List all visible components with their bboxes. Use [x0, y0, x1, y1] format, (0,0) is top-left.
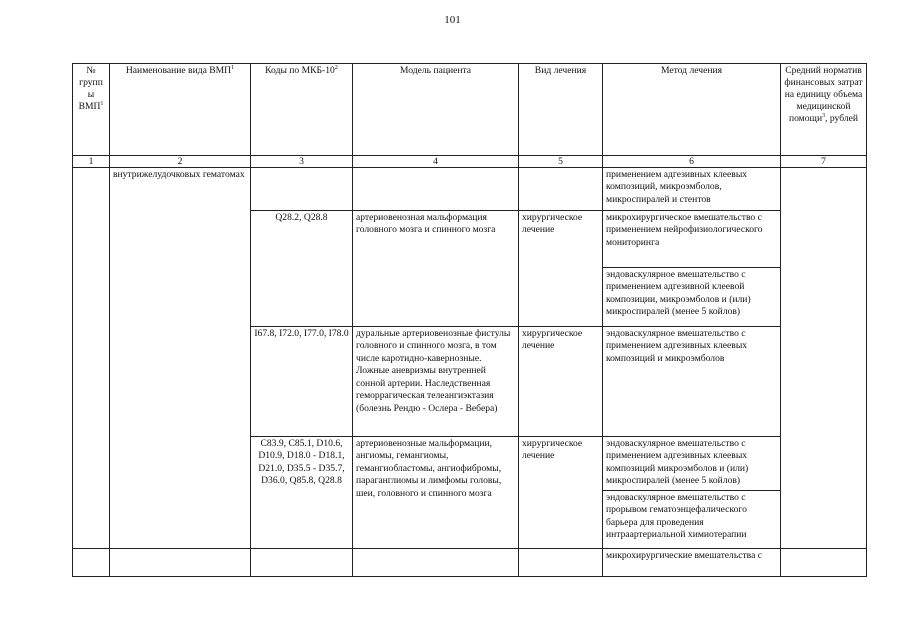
method-cell: эндоваскулярное вмешательство с применением адгезивных клеевых композиций микроэмболов и (или) микроспиралей (менее 5 койлов) — [603, 437, 781, 491]
type-cell-cont — [519, 549, 603, 577]
codes-cell-cont — [251, 549, 353, 577]
method-cell: эндоваскулярное вмешательство с прорывом гематоэнцефалического барьера для проведения интраартериальной химиотерапии — [603, 491, 781, 549]
header-group-no: № групп ы ВМП$^1$ — [73, 64, 110, 156]
column-numbers-row — [73, 156, 867, 168]
model-cell — [353, 168, 519, 211]
codes-cell — [251, 168, 353, 211]
type-cell: хирургическое лечение — [519, 437, 603, 549]
codes-cell: C83.9, C85.1, D10.6, D10.9, D18.0 - D18.1, D21.0, D35.5 - D35.7, D36.0, Q85.8, Q28.8 — [251, 437, 353, 549]
col-number: 5 — [519, 156, 603, 168]
header-treatment-method: Метод лечения — [603, 64, 781, 156]
header-patient-model: Модель пациента — [353, 64, 519, 156]
header-row — [73, 64, 867, 156]
table-row — [73, 168, 867, 211]
col-number: 3 — [251, 156, 353, 168]
avg-cost-cell-cont — [781, 549, 867, 577]
col-number: 7 — [781, 156, 867, 168]
group-no-cell — [73, 168, 110, 549]
table-row — [73, 549, 867, 577]
col-number: 4 — [353, 156, 519, 168]
method-cell: микрохирургическое вмешательство с применением нейрофизиологического мониторинга — [603, 211, 781, 268]
col-number: 1 — [73, 156, 110, 168]
type-cell: хирургическое лечение — [519, 327, 603, 437]
type-cell — [519, 168, 603, 211]
type-cell: хирургическое лечение — [519, 211, 603, 327]
codes-cell: Q28.2, Q28.8 — [251, 211, 353, 327]
col-number: 6 — [603, 156, 781, 168]
header-vmp-name: Наименование вида ВМП$^1$ — [110, 64, 251, 156]
method-cell: эндоваскулярное вмешательство с применением адгезивных клеевых композиций и микроэмболов — [603, 327, 781, 437]
header-avg-cost: Средний норматив финансовых затрат на единицу объема медицинской помощи$^3$, рублей — [781, 64, 867, 156]
codes-cell: I67.8, I72.0, I77.0, I78.0 — [251, 327, 353, 437]
model-cell: артериовенозная мальформация головного мозга и спинного мозга — [353, 211, 519, 327]
col-number: 2 — [110, 156, 251, 168]
model-cell: дуральные артериовенозные фистулы головного и спинного мозга, в том числе каротидно-кавернозные. Ложные аневризмы внутренней сонной артерии. Наследственная геморрагическая телеангиэктазия (болезнь Рендю - Ослера - Вебера) — [353, 327, 519, 437]
avg-cost-cell — [781, 168, 867, 549]
model-cell: артериовенозные мальформации, ангиомы, гемангиомы, гемангиобластомы, ангиофибромы, параганглиомы и лимфомы головы, шеи, головного и спинного мозга — [353, 437, 519, 549]
vmp-name-cell-cont — [110, 549, 251, 577]
method-cell: применением адгезивных клеевых композиций, микроэмболов, микроспиралей и стентов — [603, 168, 781, 211]
header-treatment-type: Вид лечения — [519, 64, 603, 156]
model-cell-cont — [353, 549, 519, 577]
header-icd-codes: Коды по МКБ-$10^2$ — [251, 64, 353, 156]
method-cell: микрохирургические вмешательства с — [603, 549, 781, 577]
vmp-name-cell: внутрижелудочковых гематомах — [110, 168, 251, 549]
method-cell: эндоваскулярное вмешательство с применением адгезивной клеевой композиции, микроэмболов и (или) микроспиралей (менее 5 койлов) — [603, 268, 781, 327]
vmp-table — [72, 63, 867, 577]
group-no-cell-cont — [73, 549, 110, 577]
page-number: 101 — [444, 14, 461, 26]
